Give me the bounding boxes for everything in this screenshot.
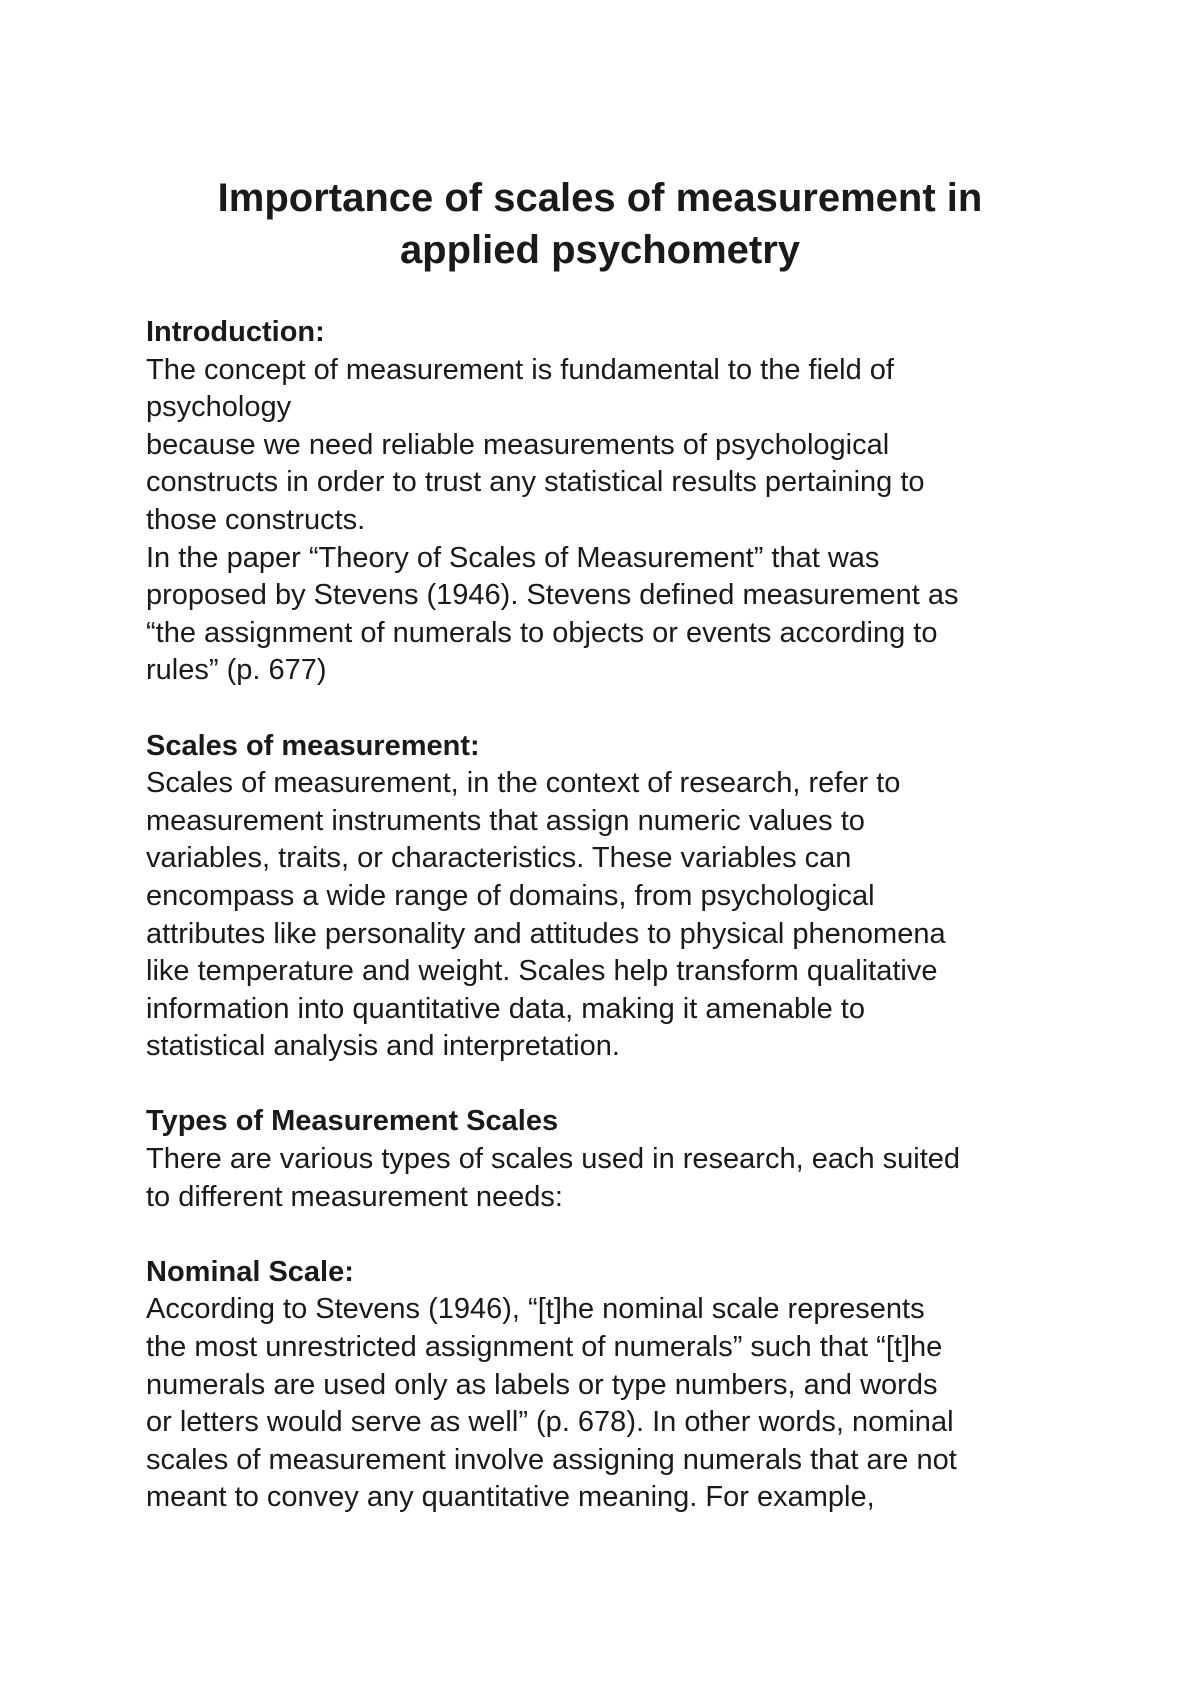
paragraph-line: There are various types of scales used in research, each suited [146, 1143, 961, 1176]
section-spacer [146, 1216, 1106, 1254]
section-spacer [146, 1066, 1106, 1104]
paragraph-line: rules” (p. 677) [146, 654, 327, 687]
section-heading-nominal-scale: Nominal Scale: [146, 1255, 354, 1288]
paragraph-line: or letters would serve as well” (p. 678). In other words, nominal [146, 1406, 954, 1439]
paragraph-line: those constructs. [146, 503, 366, 536]
title-line: applied psychometry [399, 228, 801, 272]
paragraph-line: According to Stevens (1946), “[t]he nominal scale represents [146, 1293, 925, 1326]
document-body [146, 314, 1106, 1517]
paragraph-line: encompass a wide range of domains, from psychological [146, 879, 875, 912]
paragraph-line: constructs in order to trust any statistical results pertaining to [146, 466, 925, 499]
paragraph-line: psychology [146, 391, 292, 424]
paragraph-line: like temperature and weight. Scales help transform qualitative [146, 955, 938, 988]
title-line: Importance of scales of measurement in [217, 176, 983, 220]
document-title [100, 172, 1100, 276]
paragraph-line: The concept of measurement is fundamental to the field of [146, 353, 894, 386]
paragraph-line: proposed by Stevens (1946). Stevens defined measurement as [146, 579, 959, 612]
paragraph-line: variables, traits, or characteristics. These variables can [146, 842, 852, 875]
paragraph-line: information into quantitative data, making it amenable to [146, 992, 865, 1025]
paragraph-line: meant to convey any quantitative meaning. For example, [146, 1481, 875, 1514]
paragraph-line: the most unrestricted assignment of numerals” such that “[t]he [146, 1331, 943, 1364]
paragraph-line: measurement instruments that assign numeric values to [146, 804, 865, 837]
paragraph-line: In the paper “Theory of Scales of Measurement” that was [146, 541, 880, 574]
section-heading-types-of-measurement-scales: Types of Measurement Scales [146, 1105, 559, 1138]
paragraph-line: to different measurement needs: [146, 1180, 563, 1213]
paragraph-line: scales of measurement involve assigning numerals that are not [146, 1443, 957, 1476]
paragraph-line: statistical analysis and interpretation. [146, 1030, 620, 1063]
paragraph-line: because we need reliable measurements of psychological [146, 428, 890, 461]
paragraph-line: numerals are used only as labels or type numbers, and words [146, 1368, 938, 1401]
paragraph-line: attributes like personality and attitudes to physical phenomena [146, 917, 946, 950]
section-heading-scales-of-measurement: Scales of measurement: [146, 729, 480, 762]
section-heading-introduction: Introduction: [146, 316, 325, 348]
paragraph-line: Scales of measurement, in the context of research, refer to [146, 767, 901, 800]
section-spacer [146, 690, 1106, 728]
paragraph-line: “the assignment of numerals to objects or events according to [146, 616, 938, 649]
